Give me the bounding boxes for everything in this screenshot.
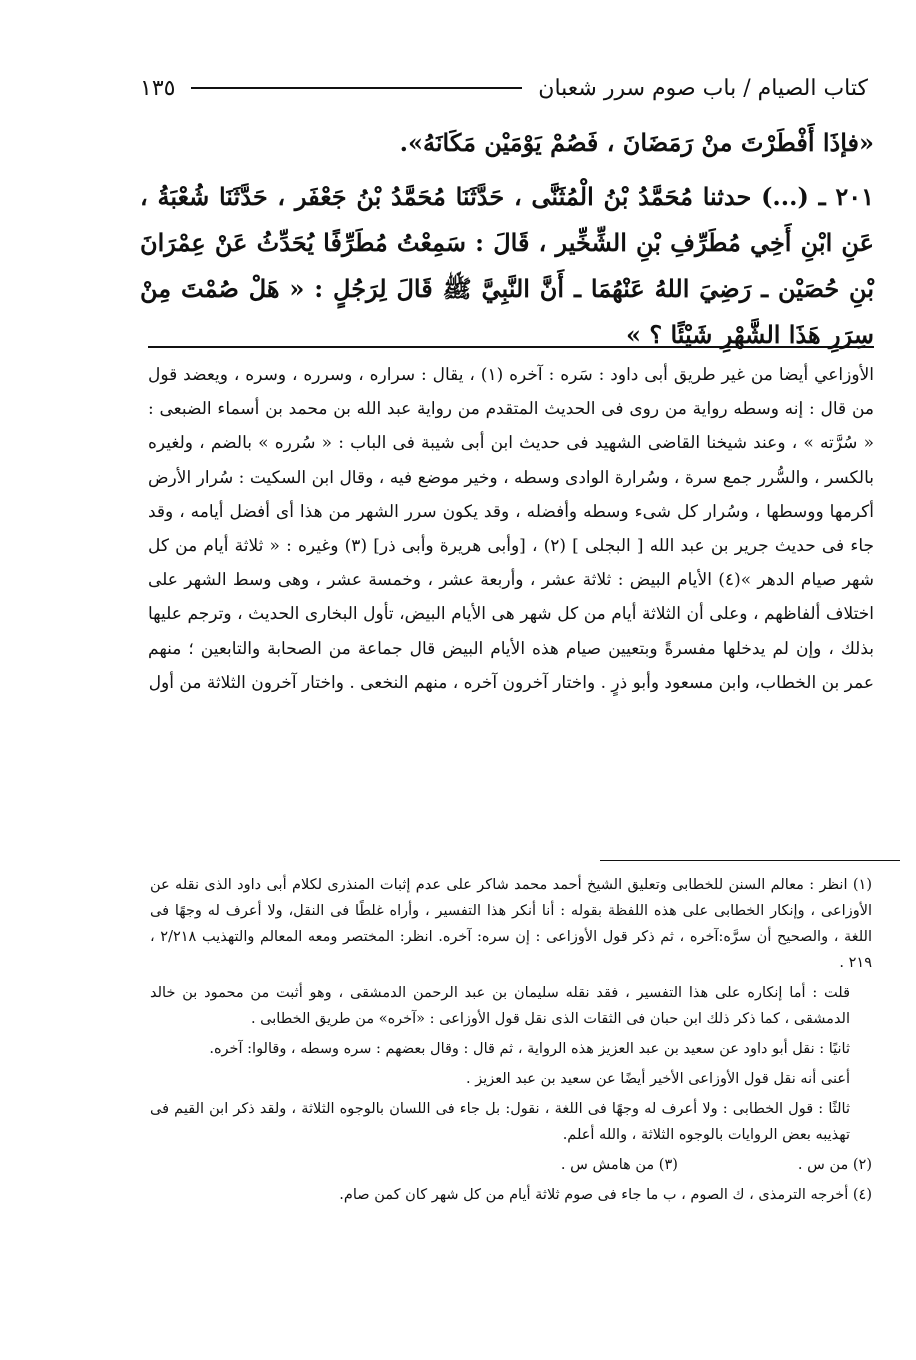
running-head-rule [191,87,522,89]
footnote-1-note-c: أعنى أنه نقل قول الأوزاعى الأخير أيضًا عن سعيد بن عبد العزيز . [466,1071,850,1087]
footnotes [150,872,872,1212]
footnote-1-note-d: ثالثًا : قول الخطابى : ولا أعرف له وجهًا فى اللغة ، نقول: بل جاء فى اللسان بالوجوه الثلاثة ، ولقد ذكر ابن القيم فى تهذيبه بعض الروايات بالوجوه الثلاثة ، والله أعلم. [150,1101,850,1143]
running-head-title: كتاب الصيام / باب صوم سرر شعبان [538,75,868,101]
commentary-paragraph: الأوزاعي أيضا من غير طريق أبى داود : سَره : آخره (١) ، يقال : سراره ، وسرره ، وسره ، ويعضد قول من قال : إنه وسطه رواية من روى فى الحديث المتقدم من رواية عبد الله بن محمد بن أسماء الضبعى : « سُرَّته » ، وعند شيخنا القاضى الشهيد فى حديث ابن أبى شيبة فى الباب : « سُرره » بالضم ، ولغيره بالكسر ، والسُّرر جمع سرة ، وسُرارة الوادى وسطه ، وخير موضع فيه ، وقال ابن السكيت : سُرار الأرض أكرمها ووسطها ، وسُرار كل شىء وسطه وأفضله ، وقد يكون سرر الشهر من هذا أى أفضل أيامه ، وقد جاء فى حديث جرير بن عبد الله [ البجلى ] (٢) ، [وأبى هريرة وأبى ذر] (٣) وغيره : « ثلاثة أيام من كل شهر صيام الدهر »(٤) الأيام البيض : ثلاثة عشر ، وأربعة عشر ، وخمسة عشر ، وهى وسط الشهر على اختلاف ألفاظهم ، وعلى أن الثلاثة أيام من كل شهر هى الأيام البيض، تأول البخارى الحديث ، وترجم عليها بذلك ، وإن لم يدخلها مفسرةً وبتعيين صيام هذه الأيام البيض قال جماعة من الصحابة والتابعين ؛ منهم عمر بن الخطاب، وابن مسعود وأبو ذرٍ . واختار آخرون آخره ، منهم النخعى . واختار آخرون الثلاثة من أول [148,365,875,693]
hadith-text: ٢٠١ ـ (...) حدثنا مُحَمَّدُ بْنُ الْمُثَنَّى ، حَدَّثَنَا مُحَمَّدُ بْنُ جَعْفَر ، حَدَّثَنَا شُعْبَةُ ، عَنِ ابْنِ أَخِي مُطَرِّفِ بْنِ الشِّخِّير ، قَالَ : سَمِعْتُ مُطَرِّفًا يُحَدِّثُ عَنْ عِمْرَانَ بْنِ حُصَيْن ـ رَضِيَ اللهُ عَنْهُمَا ـ أَنَّ النَّبِيَّ ﷺ قَالَ لِرَجُلٍ : « هَلْ صُمْتَ مِنْ سِرَرِ هَذَا الشَّهْرِ شَيْئًا ؟ » [140,182,874,349]
footnote-divider [600,860,900,861]
hadith-block [140,120,874,358]
footnote-1-note-a: قلت : أما إنكاره على هذا التفسير ، فقد نقله سليمان بن عبد الرحمن الدمشقى ، وهو أثبت من محمود بن خالد الدمشقى ، كما ذكر ذلك ابن حبان فى الثقات الذى نقل قول الأوزاعى : «آخره» من طريق الخطابى . [150,985,850,1027]
page-number: ١٣٥ [140,75,176,101]
footnote-1: (١) انظر : معالم السنن للخطابى وتعليق الشيخ أحمد محمد شاكر على عدم إثبات المنذرى لكلام أبى داود الذى نقله عن الأوزاعى ، وإنكار الخطابى على هذه اللفظة بقوله : أنا أنكر هذا التفسير ، وأراه غلطًا فى النقل، ولا أعرف له وجهًا فى اللغة ، والصحيح أن سرَّه:آخره ، ثم ذكر قول الأوزاعى : إن سره: آخره. انظر: المختصر ومعه المعالم والتهذيب ٢/٢١٨ ، ٢١٩ . [150,877,872,971]
running-head [140,68,868,108]
footnote-2: (٢) من س . [797,1157,872,1173]
footnote-4: (٤) أخرجه الترمذى ، ك الصوم ، ب ما جاء فى صوم ثلاثة أيام من كل شهر كان كمن صام. [339,1187,872,1203]
commentary [148,358,874,700]
hadith-tail: «فإذَا أَفْطَرْتَ منْ رَمَضَانَ ، فَصُمْ يَوْمَيْن مَكَانَهُ». [399,128,874,157]
footnote-1-note-b: ثانيًا : نقل أبو داود عن سعيد بن عبد العزيز هذه الرواية ، ثم قال : وقال بعضهم : سره وسطه ، وقالوا: آخره. [209,1041,850,1057]
footnote-3: (٣) من هامش س . [560,1157,678,1173]
footnote-short-row [150,1152,872,1182]
section-divider [148,346,874,348]
